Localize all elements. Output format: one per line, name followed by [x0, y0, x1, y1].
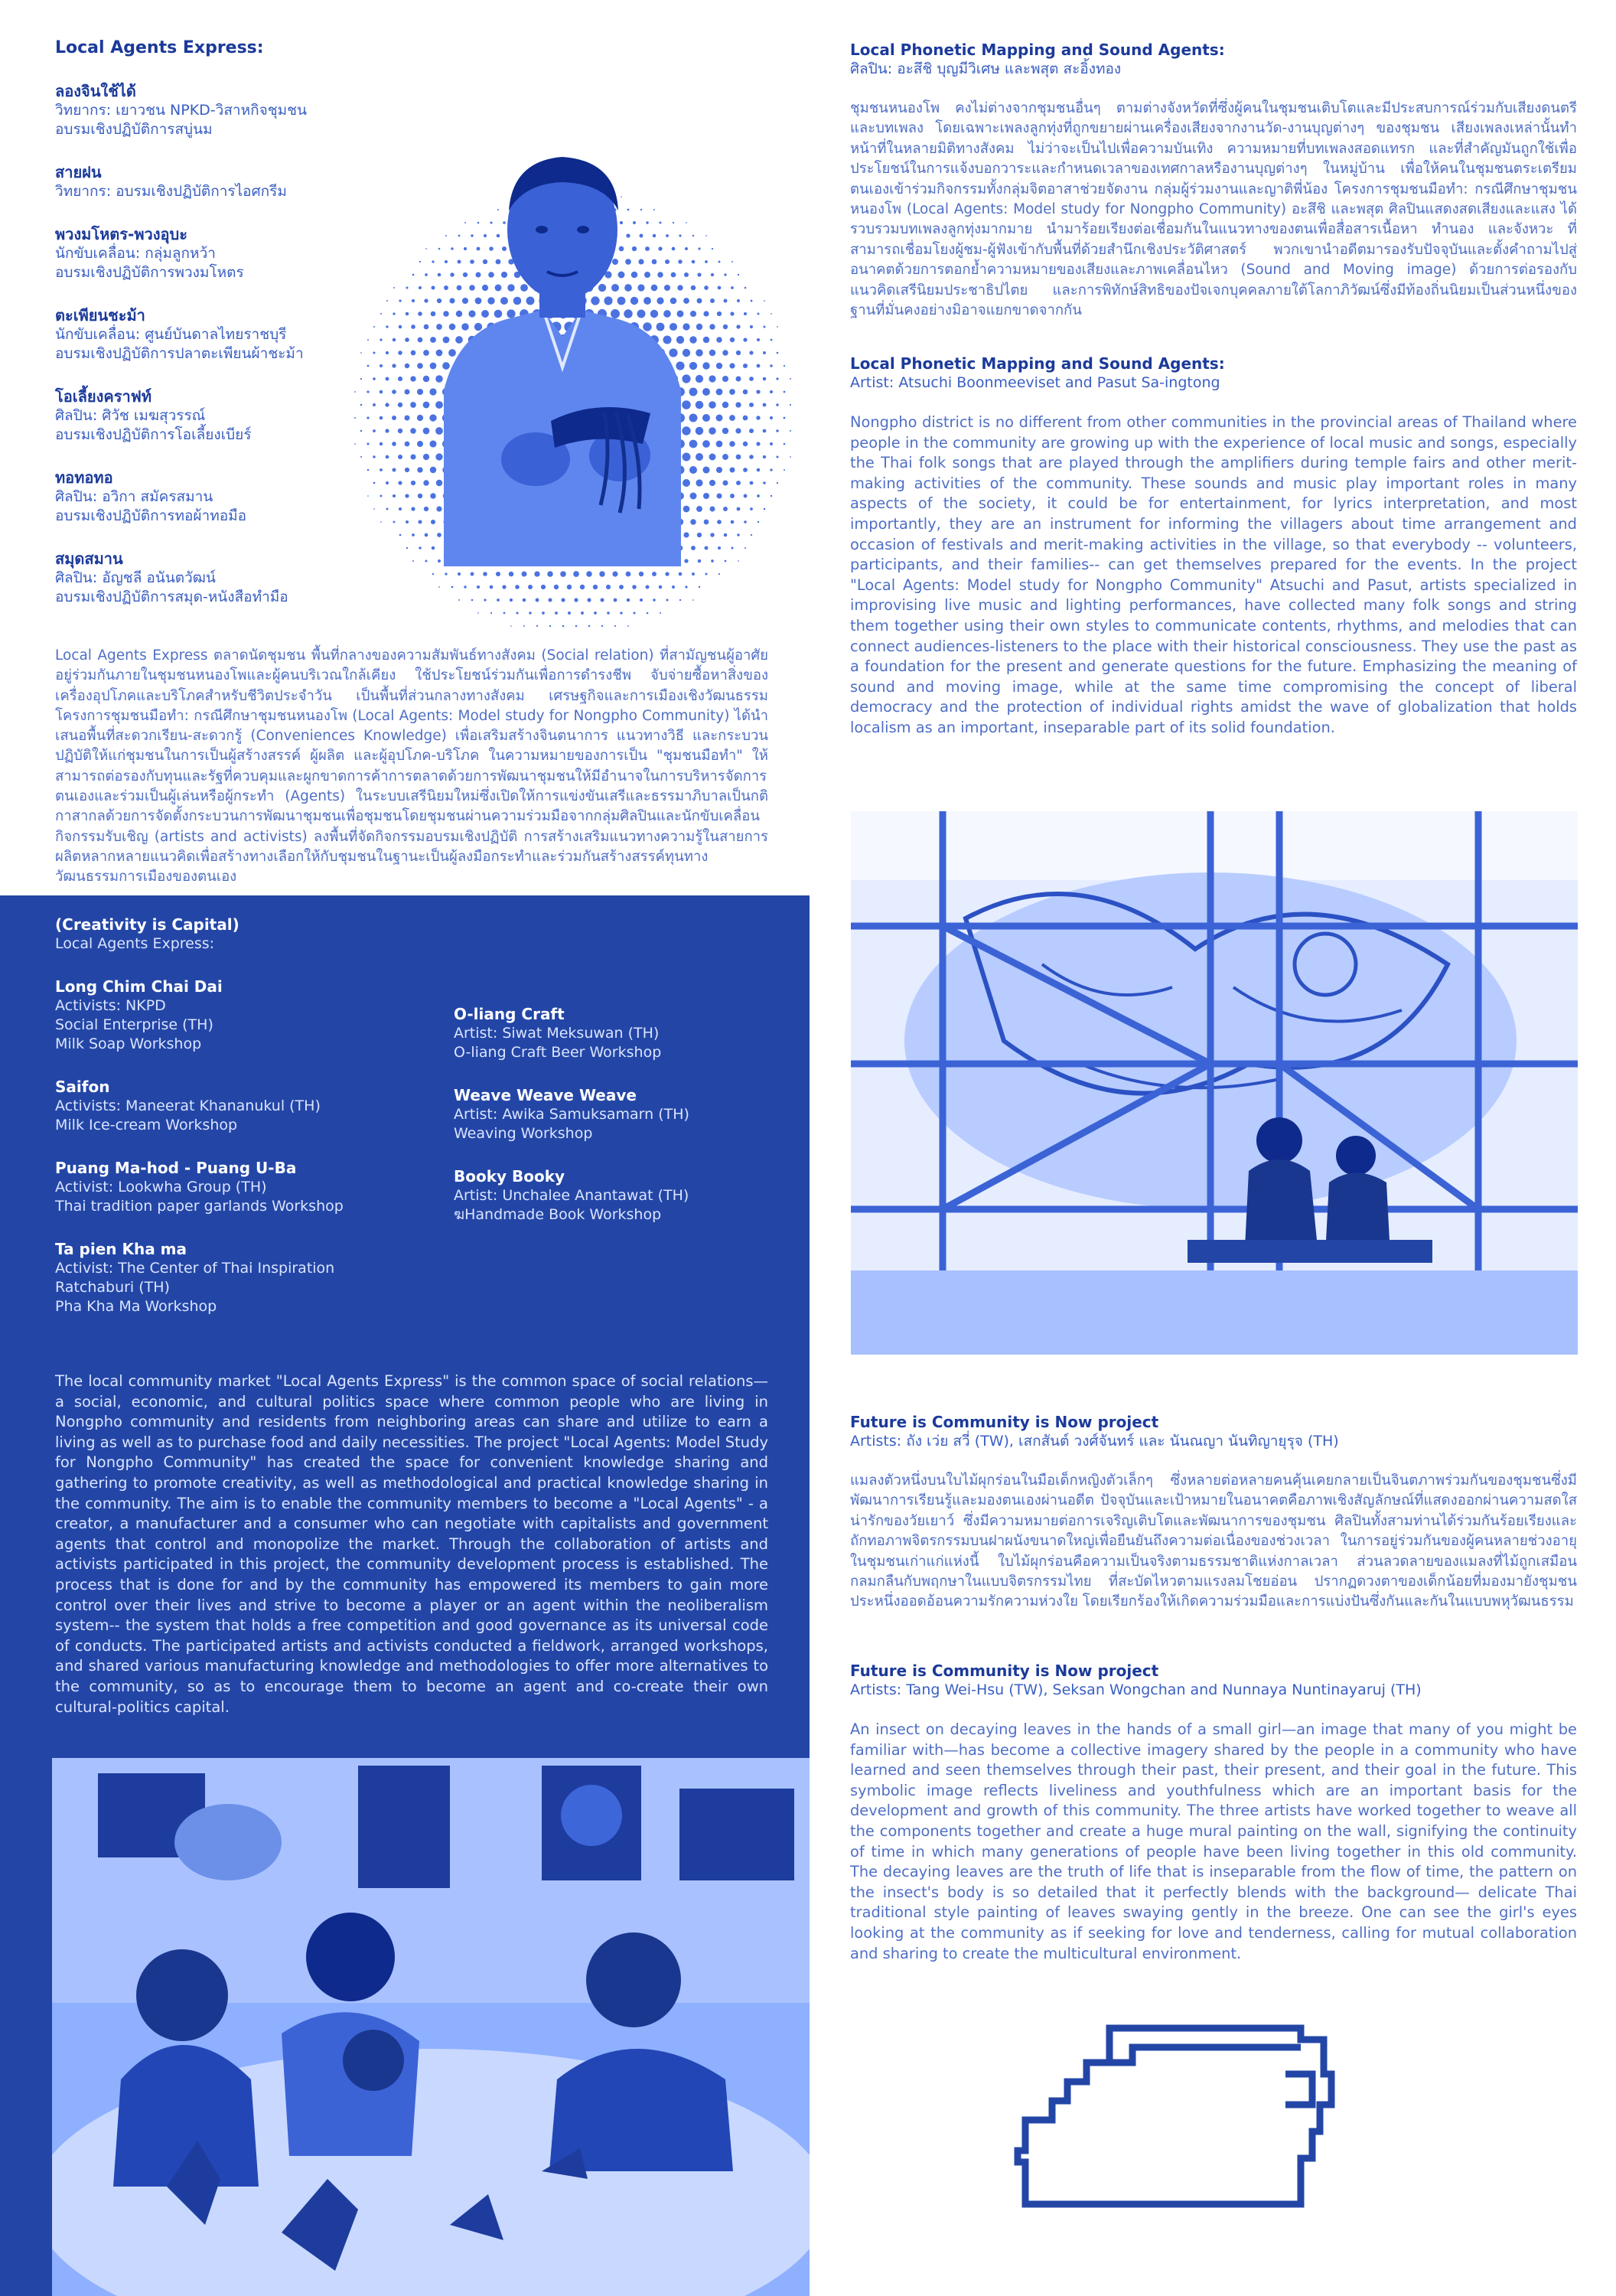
entry-line: อบรมเชิงปฏิบัติการพวงมโหตร: [55, 264, 244, 281]
entry-line: Milk Ice-cream Workshop: [55, 1117, 238, 1133]
right-column-future-th: [850, 1412, 1577, 1613]
entry-item: [55, 305, 376, 364]
workshop-list-col2: [454, 1004, 783, 1225]
future-en-paragraph: An insect on decaying leaves in the hands of a small girl—an image that many of you might be familiar with—has become a collective imagery shared by the people in a community who have learned and seen themselves through their past, their present, and their goal in the future. This symbolic image reflects liveliness and youthfulness which are an important basis for the development and growth of this community. The three artists have worked together to weave all the components together and create a huge mural painting on the wall, signifying the continuity of time in which many generations of people have been living together in this old community. The decaying leaves are the truth of life that is inseparable from the flow of time, the pattern on the insect's body is so detailed that it perfectly blends with the background— delicate Thai traditional style painting of leaves swaying gently in the breeze. One can see the girl's eyes looking at the community as if seeking for love and tenderness, calling for mutual collaboration and sharing to create the multicultural environment.: [850, 1720, 1577, 1962]
entry-line: นักขับเคลื่อน: ศูนย์บันดาลไทยราชบุรี: [55, 326, 287, 343]
blue-col1: [55, 915, 392, 1339]
right-column-phonetic-en: [850, 354, 1577, 739]
right-column-top: [850, 40, 1577, 321]
entry-name: ตะเพียนชะม้า: [55, 306, 145, 325]
entry-item: [454, 1085, 783, 1143]
entry-line: Activists: Maneerat Khananukul (TH): [55, 1097, 321, 1114]
english-intro-paragraph: The local community market "Local Agents Express" is the common space of social relations— a social, economic, and cultural politics space where common people who are living in Nongpho community and residents from neighboring areas can share and utilize to earn a living as well as to purchase food and daily necessities. The project "Local Agents: Model Study for Nongpho Community" has created the space for convenient knowledge sharing and gathering to promote creativity, as well as methodological and practical knowledge sharing in the community. The aim is to enable the community members to become a "Local Agents" - a creator, a manufacturer and a consumer who can negotiate with capitalists and government agents that control and monopolize the market. Through the collaboration of artists and activists participated in this project, the community development process is established. The process that is done for and by the community has empowered its members to gain more control over their lives and strive to become a player or an agent within the neoliberalism system-- the system that holds a free competition and good governance as its universal code of conducts. The participated artists and activists conducted a fieldwork, arranged workshops, and shared various manufacturing knowledge and methodologies to offer more alternatives to the community, so as to encourage them to become an agent and co-create their own cultural-politics capital.: [55, 1372, 768, 1716]
entry-line: Weaving Workshop: [454, 1125, 593, 1142]
entry-line: วิทยากร: เยาวชน NPKD-วิสาหกิจชุมชน: [55, 102, 308, 119]
thai-intro-paragraph: Local Agents Express ตลาดนัดชุมชน พื้นที่กลางของความสัมพันธ์ทางสังคม (Social relation) ที่สามัญชนผู้อาศัยอยู่ร่วมกันภายในชุมชนหนองโพและผู้คนบริเวณใกล้เคียง ใช้ประโยชน์ร่วมกันเพื่อการดำรงชีพ จับจ่ายซื้อหาสิ่งของเครื่องอุปโภคและบริโภคสำหรับชีวิตประจำวัน เป็นพื้นที่ส่วนกลางทางสังคม เศรษฐกิจและการเมืองเชิงวัฒนธรรม โครงการชุมชนมือทำ: กรณีศึกษาชุมชนหนองโพ (Local Agents: Model study for Nongpho Community) ได้นำเสนอพื้นที่สะดวกเรียน-สะดวกรู้ (Conveniences Knowledge) เพื่อเสริมสร้างจินตนาการ แนวทางวิธี และกระบวนปฏิบัติให้แก่ชุมชนในการเป็นผู้สร้างสรรค์ ผู้ผลิต และผู้อุปโภค-บริโภค ในความหมายของการเป็น "ชุมชนมือทำ" ให้สามารถต่อรองกับทุนและรัฐที่ควบคุมและผูกขาดการค้าการตลาดด้วยการพัฒนาชุมชนให้มีอำนาจในการบริหารจัดการตนเองและร่วมเป็นผู้เล่นหรือผู้กระทำ (Agents) ในระบบเสรีนิยมใหม่ซึ่งเปิดให้การแข่งขันเสรีและธรรมาภิบาลเป็นกติกาสากลด้วยการจัดตั้งกระบวนการพัฒนาชุมชนเพื่อชุมชนโดยชุมชนผ่านความร่วมมือจากกลุ่มศิลปินและนักขับเคลื่อนกิจกรรมรับเชิญ (artists and activists) ลงพื้นที่จัดกิจกรรมอบรมเชิงปฏิบัติ การสร้างเสริมแนวทางความรู้ในสายการผลิตหลากหลายแนวคิดเพื่อสร้างทางเลือกให้กับชุมชนในฐานะเป็นผู้ลงมือกระทำและร่วมกันสร้างสรรค์ทุนทางวัฒนธรรมการเมืองของตนเอง: [55, 647, 768, 885]
entry-line: Social Enterprise (TH): [55, 1016, 213, 1033]
entry-item: [55, 386, 376, 445]
entry-name: สายฝน: [55, 163, 102, 181]
entry-line: Activist: The Center of Thai Inspiration: [55, 1260, 335, 1277]
phonetic-en-paragraph: Nongpho district is no different from other communities in the provincial areas of Thailand where people in the community are growing up with the experience of local music and songs, especially the Thai folk songs that are played through the amplifiers during temple fairs and other merit-making activities of the community. These sounds and music play important roles in many aspects of the society, it could be for entertainment, for lyrics interpretation, and most importantly, they are an instrument for informing the villagers about time arrangement and occasion of festivals and merit-making activities in the village, so that everybody -- volunteers, participants, and their families-- can get themselves prepared for the events. In the project "Local Agents: Model study for Nongpho Community" Atsuchi and Pasut, artists specialized in improvising live music and lighting performances, have collected many folk songs and string them together using their own styles to communicate contents, rhythms, and melodies that can connect audiences-listeners to the place with their historical consciousness. They use the past as a foundation for the present and generate questions for the future. Emphasizing the meaning of sound and moving image, while at the same time compromising the concept of liberal democracy and the protection of individual rights amidst the wave of globalization that holds localism as an important, inseparable part of its solid foundation.: [850, 413, 1577, 736]
future-en-title: Future is Community is Now project: [850, 1662, 1159, 1680]
entry-line: Artist: Unchalee Anantawat (TH): [454, 1187, 689, 1204]
entry-item: [55, 977, 392, 1054]
entry-name: โอเลี้ยงคราฟท์: [55, 387, 152, 406]
entry-item: [55, 549, 376, 607]
entry-name: Puang Ma-hod - Puang U-Ba: [55, 1159, 297, 1177]
entry-line: Thai tradition paper garlands Workshop: [55, 1198, 344, 1215]
entry-line: Pha Kha Ma Workshop: [55, 1298, 217, 1315]
entry-line: Activists: NKPD: [55, 997, 166, 1014]
entry-line: อบรมเชิงปฏิบัติการโอเลี้ยงเบียร์: [55, 426, 252, 443]
entry-line: ศิลปิน: ศิวัช เมฆสุวรรณ์: [55, 407, 206, 424]
future-en-artists: Artists: Tang Wei-Hsu (TW), Seksan Wongchan and Nunnaya Nuntinayaruj (TH): [850, 1681, 1422, 1698]
phonetic-th-title: Local Phonetic Mapping and Sound Agents:: [850, 41, 1225, 59]
entry-name: Saifon: [55, 1078, 110, 1096]
workshop-list-col1: [55, 977, 392, 1316]
entry-item: [55, 162, 376, 201]
entry-name: Weave Weave Weave: [454, 1086, 637, 1104]
right-column-future-en: [850, 1661, 1577, 1964]
entry-item: [454, 1004, 783, 1062]
future-th-title: Future is Community is Now project: [850, 1413, 1159, 1431]
entry-item: [55, 1077, 392, 1135]
phonetic-en-title: Local Phonetic Mapping and Sound Agents:: [850, 354, 1225, 373]
entry-name: สมุดสมาน: [55, 550, 123, 568]
entry-line: ฆHandmade Book Workshop: [454, 1206, 662, 1223]
entry-line: Artist: Awika Samuksamarn (TH): [454, 1106, 689, 1123]
blue-col2: [454, 1004, 783, 1247]
entry-item: [55, 81, 376, 139]
thai-entries-list: [55, 81, 376, 607]
entry-line: อบรมเชิงปฏิบัติการปลาตะเพียนผ้าชะม้า: [55, 345, 304, 362]
phonetic-th-paragraph: ชุมชนหนองโพ คงไม่ต่างจากชุมชนอื่นๆ ตามต่างจังหวัดที่ซึ่งผู้คนในชุมชนเติบโตและมีประสบการณ์ร่วมกับเสียงดนตรีและบทเพลง โดยเฉพาะเพลงลูกทุ่งที่ถูกขยายผ่านเครื่องเสียงจากงานวัด-งานบุญต่างๆ ของชุมชน เสียงเพลงเหล่านั้นทำหน้าที่ในหลายมิติทางสังคม ไม่ว่าจะเป็นไปเพื่อความบันเทิง ความหมายที่บทเพลงสอดแทรก และที่สำคัญมันถูกใช้เพื่อประโยชน์ในการแจ้งบอกวาระและกำหนดเวลาของเทศกาลหรืองานบุญต่างๆ ในหมู่บ้าน เพื่อให้คนในชุมชนตระเตรียมตนเองเข้าร่วมกิจกรรมทั้งกลุ่มจิตอาสาช่วยจัดงาน กลุ่มผู้ร่วมงานและญาติพี่น้อง โครงการชุมชนมือทำ: กรณีศึกษาชุมชนหนองโพ (Local Agents: Model study for Nongpho Community) อะสึชิ และพสุต ศิลปินแสดงสดเสียงและแสง ได้รวบรวมบทเพลงลูกทุ่งมากมาย นำมาร้อยเรียงต่อเชื่อมกันในแนวทางของตนเพื่อสื่อสารเนื้อหา ทำนอง และจังหวะ ที่สามารถเชื่อมโยงผู้ชม-ผู้ฟังเข้ากับพื้นที่ด้วยสำนึกเชิงประวัติศาสตร์ พวกเขานำอดีตมารองรับปัจจุบันและตั้งคำถามไปสู่อนาคตด้วยการตอกย้ำความหมายของเสียงและภาพเคลื่อนไหว (Sound and Moving image) ด้วยการต่อรองกับแนวคิดเสรีนิยมประชาธิปไตย และการพิทักษ์สิทธิของปัจเจกบุคคลภายใต้โลกาภิวัฒน์ซึ่งมีท้องถิ่นนิยมเป็นส่วนหนึ่งของฐานที่มั่นคงอย่างมิอาจแยกขาดจากกัน: [850, 100, 1577, 319]
building-outline-logo: [1010, 2005, 1393, 2227]
entry-line: Ratchaburi (TH): [55, 1279, 170, 1296]
panel-subheading: Local Agents Express:: [55, 935, 215, 952]
entry-name: Booky Booky: [454, 1167, 565, 1186]
left-header-list: [55, 38, 376, 630]
mural-scaffolding-photo: [851, 811, 1578, 1355]
entry-line: นักขับเคลื่อน: กลุ่มลูกหว้า: [55, 245, 216, 262]
future-th-artists: Artists: ถัง เว่ย สวี่ (TW), เสกสันต์ วงศ์จันทร์ และ นันณญา นันทิญายุรุจ (TH): [850, 1433, 1339, 1450]
entry-line: อบรมเชิงปฏิบัติการสมุด-หนังสือทำมือ: [55, 589, 288, 605]
workshop-children-photo: [52, 1758, 810, 2296]
entry-line: ศิลปิน: อวิกา สมัครสมาน: [55, 488, 213, 505]
entry-name: ทอทอทอ: [55, 468, 113, 487]
phonetic-en-artists: Artist: Atsuchi Boonmeeviset and Pasut Sa-ingtong: [850, 374, 1220, 391]
entry-name: Long Chim Chai Dai: [55, 977, 223, 996]
entry-line: อบรมเชิงปฏิบัติการสบู่นม: [55, 121, 213, 138]
entry-name: ลองจินใช้ได้: [55, 82, 136, 100]
entry-item: [55, 468, 376, 526]
entry-line: วิทยากร: อบรมเชิงปฏิบัติการไอศกรีม: [55, 183, 287, 200]
entry-line: Activist: Lookwha Group (TH): [55, 1179, 267, 1195]
entry-item: [55, 1239, 392, 1316]
entry-line: Artist: Siwat Meksuwan (TH): [454, 1025, 660, 1042]
entry-item: [55, 1158, 392, 1216]
panel-heading: (Creativity is Capital): [55, 915, 239, 934]
entry-line: ศิลปิน: อัญชลี อนันตวัฒน์: [55, 569, 216, 586]
entry-name: พวงมโหตร-พวงอุบะ: [55, 225, 187, 243]
phonetic-th-artists: ศิลปิน: อะสึชิ บุญมีวิเศษ และพสุต สะอิ้งทอง: [850, 60, 1122, 77]
entry-line: Milk Soap Workshop: [55, 1035, 202, 1052]
future-th-paragraph: แมลงตัวหนึ่งบนใบไม้ผุกร่อนในมือเด็กหญิงตัวเล็กๆ ซึ่งหลายต่อหลายคนคุ้นเคยกลายเป็นจินตภาพร่วมกันของชุมชนซึ่งมีพัฒนาการเรียนรู้และมองตนเองผ่านอดีต ปัจจุบันและเป้าหมายในอนาคตคือภาพเชิงสัญลักษณ์ที่แสดงออกผ่านความสดใสน่ารักของวัยเยาว์ ซึ่งมีความหมายต่อการเจริญเติบโตและพัฒนาการของชุมชน ศิลปินทั้งสามท่านได้ร่วมกันร้อยเรียงและถักทอภาพจิตรกรรมบนฝาผนังขนาดใหญ่เพื่อยืนยันถึงความต่อเนื่องของช่วงเวลา ในการอยู่ร่วมกันของผู้คนหลายช่วงอายุในชุมชนเก่าแก่แห่งนี้ ใบไม้ผุกร่อนคือความเป็นจริงตามธรรมชาติแห่งกาลเวลา ส่วนลวดลายของแมลงที่ไม้ถูกเสมือนกลมกลืนกับพฤกษาในแบบจิตรกรรมไทย ที่สะบัดไหวตามแรงลมโชยอ่อน ปรากฏดวงตาของเด็กน้อยที่มองมายังชุมชนประหนึ่งออดอ้อนความรักความห่วงใย โดยเรียกร้องให้เกิดความร่วมมือและการแบ่งปันซึ่งกันและกันในแบบพหุวัฒนธรรม: [850, 1473, 1577, 1610]
entry-name: O-liang Craft: [454, 1005, 565, 1023]
entry-item: [454, 1166, 783, 1225]
entry-item: [55, 224, 376, 282]
boy-holding-craft-photo: [413, 138, 712, 566]
section-title: Local Agents Express:: [55, 38, 264, 57]
entry-line: O-liang Craft Beer Workshop: [454, 1044, 662, 1061]
entry-line: อบรมเชิงปฏิบัติการทอผ้าทอมือ: [55, 507, 247, 524]
entry-name: Ta pien Kha ma: [55, 1240, 187, 1258]
